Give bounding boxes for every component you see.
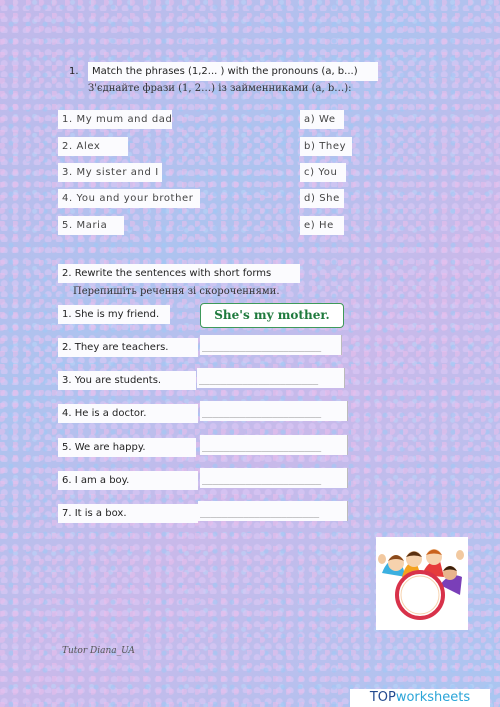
sentence-5: 5. We are happy. <box>58 438 196 457</box>
pronoun-c[interactable]: c) You <box>300 163 346 182</box>
answer-field-2[interactable]: ______________________ <box>200 335 342 355</box>
answer-field-3[interactable]: ______________________ <box>197 368 345 388</box>
answer-field-6[interactable]: ______________________ <box>200 468 348 488</box>
pronoun-b[interactable]: b) They <box>300 137 352 156</box>
pronoun-a[interactable]: a) We <box>300 110 344 129</box>
example-answer: She's my mother. <box>200 303 344 328</box>
example-sentence: 1. She is my friend. <box>58 305 170 324</box>
author-signature: Tutor Diana_UA <box>62 646 135 656</box>
task1-subtitle: З'єднайте фрази (1, 2…) із займенниками (a, b…): <box>88 83 352 94</box>
answer-field-7[interactable]: ______________________ <box>198 501 348 521</box>
pronoun-e[interactable]: e) He <box>300 216 344 235</box>
sentence-4: 4. He is a doctor. <box>58 404 198 423</box>
sentence-3: 3. You are students. <box>58 371 196 390</box>
kids-circle-icon <box>376 537 468 630</box>
phrase-1[interactable]: 1. My mum and dad <box>58 110 172 129</box>
sentence-7: 7. It is a box. <box>58 504 198 523</box>
phrase-4[interactable]: 4. You and your brother <box>58 189 200 208</box>
brand-logo[interactable] <box>350 689 490 707</box>
phrase-2[interactable]: 2. Alex <box>58 137 128 156</box>
sentence-2: 2. They are teachers. <box>58 338 198 357</box>
kids-illustration <box>376 537 468 630</box>
task2-title: 2. Rewrite the sentences with short forms <box>58 264 300 283</box>
answer-field-5[interactable]: ______________________ <box>200 435 348 455</box>
brand-top: TOP <box>369 690 396 705</box>
task1-number: 1. <box>69 66 79 77</box>
task1-title: Match the phrases (1,2... ) with the pronouns (a, b...) <box>88 62 378 81</box>
answer-field-4[interactable]: ______________________ <box>200 401 348 421</box>
brand-worksheets: worksheets <box>395 690 471 705</box>
task2-subtitle: Перепишіть речення зі скороченнями. <box>73 286 280 297</box>
pronoun-d[interactable]: d) She <box>300 189 344 208</box>
phrase-3[interactable]: 3. My sister and I <box>58 163 162 182</box>
sentence-6: 6. I am a boy. <box>58 471 198 490</box>
phrase-5[interactable]: 5. Maria <box>58 216 124 235</box>
